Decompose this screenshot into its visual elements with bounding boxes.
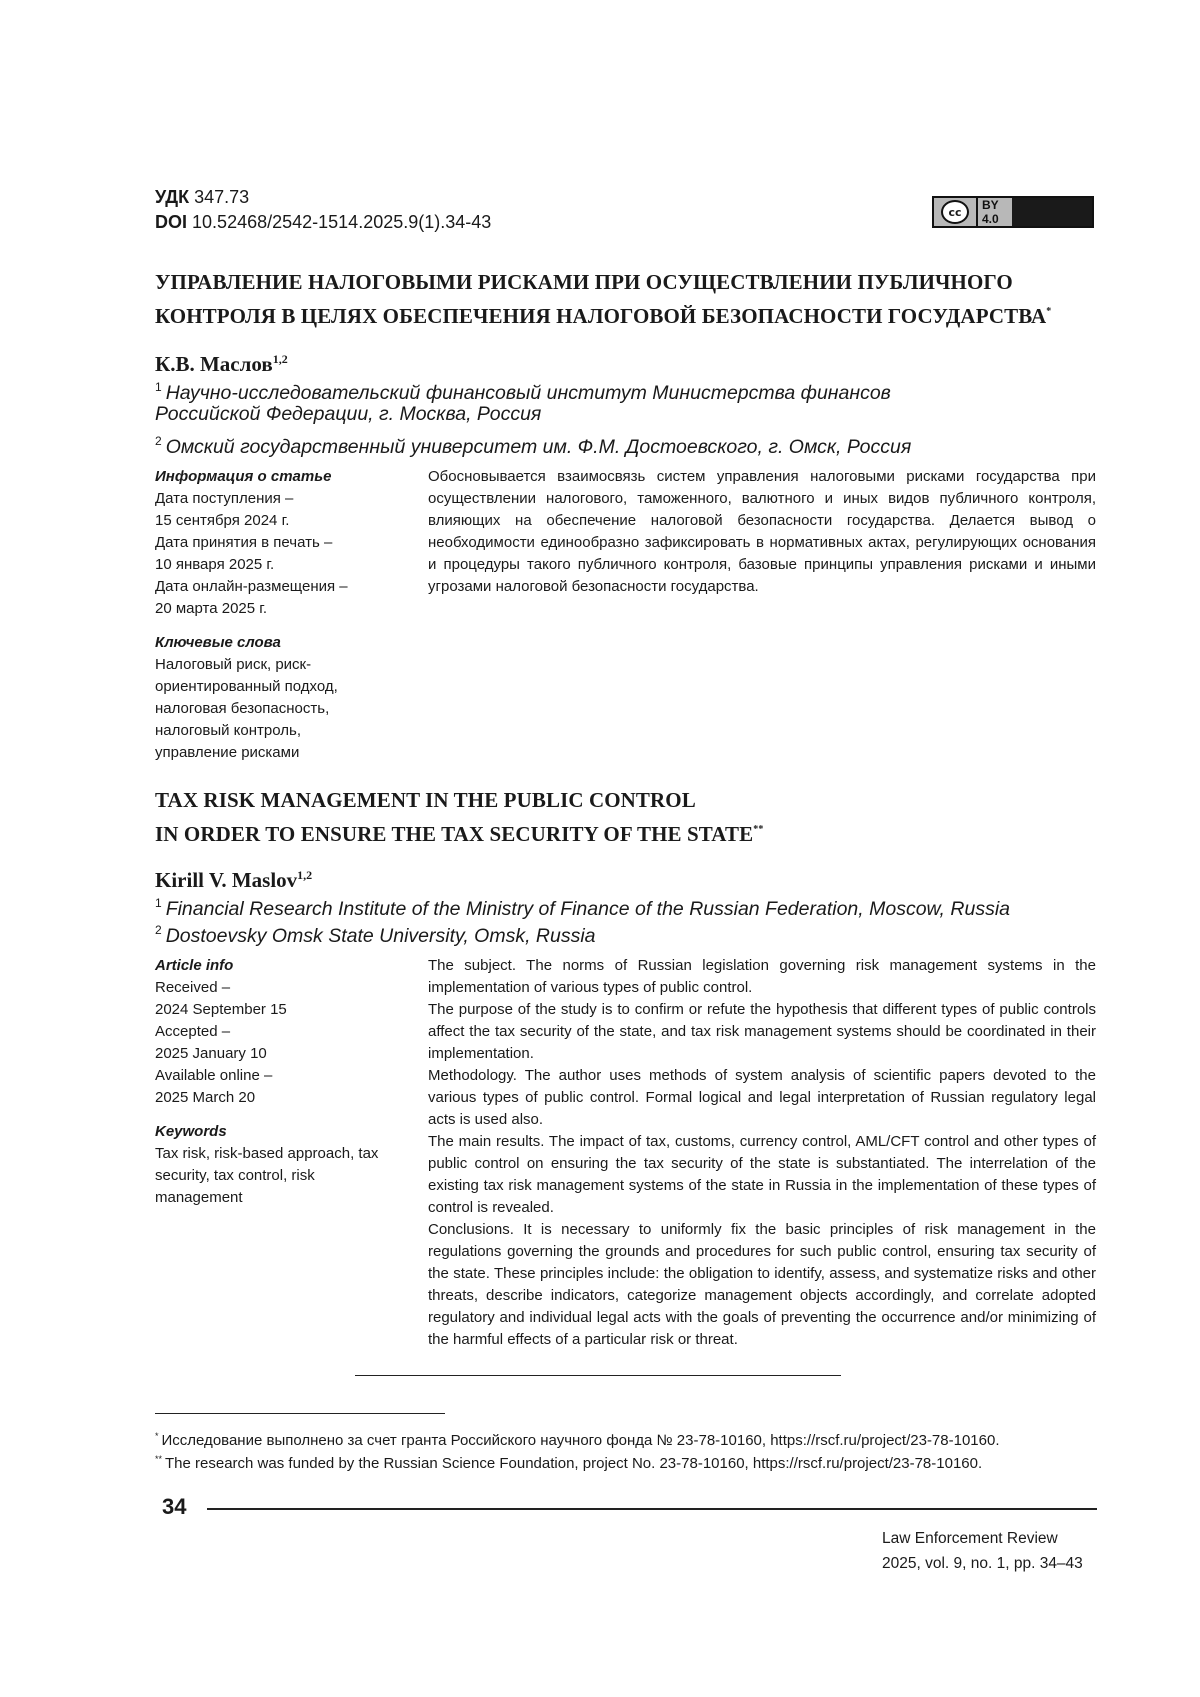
affil-ru-2 bbox=[155, 428, 911, 461]
title-en-line2-wrap bbox=[155, 815, 763, 849]
info-en-line: Available online – bbox=[155, 1067, 273, 1084]
cc-icon: cc bbox=[941, 200, 969, 224]
title-en-footnote-mark[interactable]: ** bbox=[753, 824, 764, 835]
abstract-en-purpose: The purpose of the study is to confirm or refute the hypothesis that different types of public controls affect the tax security of the state, and tax risk management systems should be coordinated in their implementation. bbox=[428, 1001, 1096, 1062]
footnote-en-text: The research was funded by the Russian Science Foundation, project No. 23-78-10160, https://rscf.ru/project/23-78-10160. bbox=[165, 1455, 983, 1472]
abstract-ru-text: Обосновывается взаимосвязь систем управления налоговыми рисками государства при осуществлении налогового, таможенного, валютного и иных видов публичного контроля, влияющих на обеспечение налоговой безопасности государства. Делается вывод о необходимости единообразно зафиксировать в нормативных актах, регулирующих основания и процедуры такого публичного контроля, базовые принципы управления рисками и иными угрозами налоговой безопасности государства. bbox=[428, 468, 1096, 595]
udk-value: 347.73 bbox=[194, 187, 250, 207]
keywords-ru-line: налоговый контроль, bbox=[155, 722, 301, 739]
journal-name: Law Enforcement Review bbox=[882, 1530, 1058, 1547]
title-ru-line1: УПРАВЛЕНИЕ НАЛОГОВЫМИ РИСКАМИ ПРИ ОСУЩЕСТВЛЕНИИ ПУБЛИЧНОГО bbox=[155, 270, 1013, 294]
info-en-line: 2025 January 10 bbox=[155, 1045, 267, 1062]
keywords-ru-line: ориентированный подход, bbox=[155, 678, 338, 695]
affil-en-2-num: 2 bbox=[155, 923, 162, 937]
abstract-en bbox=[428, 955, 1096, 1351]
info-en-line: Accepted – bbox=[155, 1023, 231, 1040]
affil-ru-2-num: 2 bbox=[155, 434, 162, 448]
title-ru bbox=[155, 268, 1051, 331]
footnote-en-mark: ** bbox=[155, 1454, 163, 1464]
page-number: 34 bbox=[162, 1494, 187, 1519]
affil-en-2-text: Dostoevsky Omsk State University, Omsk, Russia bbox=[165, 925, 596, 947]
info-ru-head: Информация о статье bbox=[155, 468, 332, 485]
info-ru-line: 15 сентября 2024 г. bbox=[155, 512, 290, 529]
keywords-en-line: management bbox=[155, 1189, 243, 1206]
author-en bbox=[155, 862, 312, 893]
info-en-line: Received – bbox=[155, 979, 231, 996]
author-ru-name: К.В. Маслов bbox=[155, 352, 273, 376]
author-en-name: Kirill V. Maslov bbox=[155, 868, 298, 892]
info-ru-line: Дата принятия в печать – bbox=[155, 534, 333, 551]
journal-issue: 2025, vol. 9, no. 1, pp. 34–43 bbox=[882, 1555, 1083, 1572]
footnote-divider bbox=[155, 1413, 445, 1414]
affil-en-1-num: 1 bbox=[155, 896, 162, 910]
title-ru-footnote-mark[interactable]: * bbox=[1046, 306, 1052, 317]
udk-label: УДК bbox=[155, 187, 190, 207]
spacer bbox=[155, 620, 405, 632]
author-en-sup: 1,2 bbox=[297, 868, 313, 882]
keywords-ru-line: налоговая безопасность, bbox=[155, 700, 330, 717]
info-ru-line: 20 марта 2025 г. bbox=[155, 600, 268, 617]
keywords-en-line: security, tax control, risk bbox=[155, 1167, 315, 1184]
doi-line bbox=[155, 210, 491, 234]
article-info-en bbox=[155, 955, 405, 1209]
info-ru-line: 10 января 2025 г. bbox=[155, 556, 275, 573]
abstract-en-conclusions: Conclusions. It is necessary to uniformly fix the basic principles of risk management in the regulations governing the grounds and procedures for such public control, ensuring tax security of the state. These principles include: the obligation to identify, assess, and systematize risks and other threats, describe indicators, categorize management objects accordingly, and correlate adopted regulatory and individual legal acts with the goals of preventing the occurrence and/or minimizing of the harmful effects of a particular risk or threat. bbox=[428, 1221, 1096, 1348]
title-en-line2: IN ORDER TO ENSURE THE TAX SECURITY OF THE STATE bbox=[155, 822, 754, 846]
footnote-ru-text: Исследование выполнено за счет гранта Российского научного фонда № 23-78-10160, https://rscf.ru/project/23-78-10160. bbox=[161, 1432, 1000, 1449]
footnote-ru-mark: * bbox=[155, 1431, 159, 1441]
keywords-en-head: Keywords bbox=[155, 1123, 227, 1140]
keywords-ru-line: Налоговый риск, риск- bbox=[155, 656, 312, 673]
journal-info bbox=[882, 1526, 1083, 1576]
info-en-line: 2025 March 20 bbox=[155, 1089, 256, 1106]
footnote-en bbox=[155, 1448, 1105, 1475]
abstract-ru bbox=[428, 466, 1096, 598]
doi-value[interactable]: 10.52468/2542-1514.2025.9(1).34-43 bbox=[192, 212, 492, 232]
footer-rule bbox=[207, 1508, 1097, 1510]
affil-ru-1-num: 1 bbox=[155, 380, 162, 394]
spacer bbox=[155, 1109, 405, 1121]
keywords-ru-line: управление рисками bbox=[155, 744, 300, 761]
cc-badge-fill bbox=[1012, 198, 1092, 226]
cc-by-label: BY 4.0 bbox=[978, 198, 1012, 226]
affil-ru-1-line1: Научно-исследовательский финансовый институт Министерства финансов bbox=[165, 382, 891, 404]
section-divider bbox=[355, 1375, 841, 1376]
keywords-en-line: Tax risk, risk-based approach, tax bbox=[155, 1145, 379, 1162]
author-ru bbox=[155, 346, 288, 377]
affil-en-1-text: Financial Research Institute of the Ministry of Finance of the Russian Federation, Moscow, Russia bbox=[165, 898, 1010, 920]
info-en-head: Article info bbox=[155, 957, 234, 974]
keywords-ru-head: Ключевые слова bbox=[155, 634, 281, 651]
title-en-line1: TAX RISK MANAGEMENT IN THE PUBLIC CONTROL bbox=[155, 788, 696, 812]
title-ru-line2-wrap bbox=[155, 297, 1051, 331]
affil-ru-1-cont: Российской Федерации, г. Москва, Россия bbox=[155, 403, 542, 425]
article-info-ru bbox=[155, 466, 405, 764]
affil-en-2 bbox=[155, 917, 596, 950]
cc-license-badge[interactable] bbox=[932, 196, 1094, 228]
doi-label: DOI bbox=[155, 212, 188, 232]
info-en-line: 2024 September 15 bbox=[155, 1001, 287, 1018]
abstract-en-methodology: Methodology. The author uses methods of system analysis of scientific papers devoted to the various types of public control. Formal logical and legal interpretation of Russian regulatory legal acts is used also. bbox=[428, 1067, 1096, 1128]
info-ru-line: Дата поступления – bbox=[155, 490, 294, 507]
author-ru-sup: 1,2 bbox=[272, 352, 288, 366]
abstract-en-subject: The subject. The norms of Russian legislation governing risk management systems in the implementation of various types of public control. bbox=[428, 957, 1096, 996]
cc-logo bbox=[934, 198, 978, 226]
title-ru-line2: КОНТРОЛЯ В ЦЕЛЯХ ОБЕСПЕЧЕНИЯ НАЛОГОВОЙ БЕЗОПАСНОСТИ ГОСУДАРСТВА bbox=[155, 304, 1047, 328]
title-en bbox=[155, 786, 763, 849]
info-ru-line: Дата онлайн-размещения – bbox=[155, 578, 348, 595]
udk-line bbox=[155, 185, 249, 209]
abstract-en-results: The main results. The impact of tax, customs, currency control, AML/CFT control and other types of public control on ensuring the tax security of the state is substantiated. The interrelation of the existing tax risk management systems of the state in Russia in the implementation of these types of control is revealed. bbox=[428, 1133, 1096, 1216]
affil-ru-2-text: Омский государственный университет им. Ф.М. Достоевского, г. Омск, Россия bbox=[165, 436, 912, 458]
